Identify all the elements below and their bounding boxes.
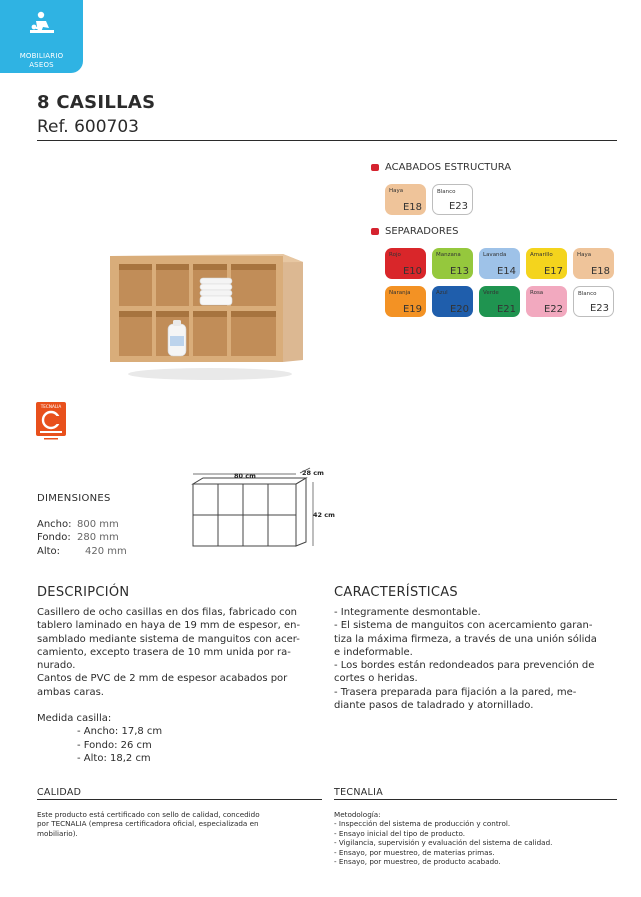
finish-code: E23 [589, 303, 609, 314]
description-line: camiento, excepto trasera de 10 mm unida por ra- [37, 646, 291, 658]
quality-line: por TECNALIA (empresa certificadora oficial, especializada en [37, 819, 259, 829]
structure-finishes-title: ACABADOS ESTRUCTURA [385, 162, 512, 173]
quality-line: Este producto está certificado con sello de calidad, concedido [37, 810, 260, 819]
finish-code: E10 [402, 266, 422, 277]
finish-swatch [385, 184, 426, 215]
description-line: Casillero de ocho casillas en dos filas, fabricado con [37, 607, 298, 618]
finish-code: E18 [402, 202, 422, 213]
description-line: samblado mediante sistema de manguitos con acer- [37, 633, 300, 645]
finish-swatch [385, 248, 426, 279]
finish-code: E13 [449, 266, 469, 277]
finish-swatch [573, 286, 614, 317]
title-divider [37, 140, 617, 141]
finish-code: E14 [496, 266, 516, 277]
feature-line: e indeformable. [334, 646, 413, 658]
quality-text [37, 810, 322, 838]
features-text [334, 606, 619, 712]
dimensions-table [37, 518, 127, 558]
feature-line: - Los bordes están redondeados para prevención de [334, 660, 595, 672]
finish-code: E22 [543, 304, 563, 315]
finish-name: Rojo [389, 252, 401, 258]
product-reference: Ref. 600703 [37, 117, 139, 137]
quality-title: CALIDAD [37, 787, 82, 798]
tecnalia-line: - Ensayo, por muestreo, de materias primas. [334, 847, 495, 857]
finish-swatch [432, 248, 473, 279]
seal-label: TECNALIA [40, 404, 62, 409]
category-label-1: MOBILIARIO [19, 52, 64, 60]
finish-name: Blanco [578, 291, 597, 297]
dimension-row-height [37, 545, 127, 558]
measure-line: - Alto: 18,2 cm [77, 752, 151, 764]
finish-code: E21 [496, 304, 516, 315]
description-title: DESCRIPCIÓN [37, 585, 130, 600]
dimension-diagram [188, 466, 338, 551]
description-text [37, 606, 322, 765]
finish-code: E20 [449, 304, 469, 315]
measure-title: Medida casilla: [37, 713, 112, 725]
diagram-width-label: 80 cm [234, 472, 256, 480]
dimension-label: Alto: [37, 545, 61, 557]
finish-name: Rosa [530, 290, 544, 296]
tecnalia-line: Metodología: [334, 810, 381, 819]
finish-swatch [479, 286, 520, 317]
finish-swatch [479, 248, 520, 279]
description-line: tablero laminado en haya de 19 mm de espesor, en- [37, 620, 301, 632]
separators-heading [371, 226, 458, 237]
finish-code: E17 [543, 266, 563, 277]
tecnalia-title: TECNALIA [334, 787, 384, 798]
bullet-icon [371, 164, 379, 171]
finish-name: Haya [389, 188, 404, 194]
product-photo [105, 248, 310, 388]
description-line: ambas caras. [37, 686, 104, 698]
dimension-value: 800 mm [77, 519, 119, 530]
quality-line: mobiliario). [37, 828, 78, 838]
finish-name: Lavanda [483, 252, 507, 258]
feature-line: - Trasera preparada para fijación a la pared, me- [334, 686, 577, 698]
finish-swatch [526, 248, 567, 279]
bottle-illustration [168, 320, 186, 356]
feature-line: tiza la máxima firmeza, a través de una unión sólida [334, 633, 597, 645]
category-tab [0, 0, 83, 73]
finish-code: E23 [448, 201, 468, 212]
finish-name: Manzana [436, 252, 461, 258]
measure-line: - Fondo: 26 cm [77, 739, 152, 751]
dimension-row-width [37, 518, 127, 531]
baby-changing-icon [27, 10, 57, 38]
product-title: 8 CASILLAS [37, 92, 156, 113]
structure-finishes-heading [371, 162, 511, 173]
dimension-row-depth [37, 531, 127, 544]
finish-swatch [526, 286, 567, 317]
finish-name: Blanco [437, 189, 456, 195]
finish-name: Naranja [389, 290, 411, 296]
finish-swatch [573, 248, 614, 279]
finish-swatch [432, 184, 473, 215]
dimension-value: 280 mm [77, 532, 119, 544]
tecnalia-seal [36, 402, 66, 442]
towels-illustration [200, 278, 232, 305]
finish-name: Amarillo [530, 252, 553, 258]
tecnalia-line: - Inspección del sistema de producción y control. [334, 819, 511, 829]
category-label-2: ASEOS [29, 61, 54, 69]
feature-line: diante pasos de taladrado y atornillado. [334, 700, 534, 712]
finish-code: E18 [590, 266, 610, 277]
tecnalia-line: - Ensayo, por muestreo, de producto acabado. [334, 857, 501, 867]
tecnalia-text [334, 810, 617, 866]
feature-line: - Integramente desmontable. [334, 607, 481, 618]
finish-name: Haya [577, 252, 592, 258]
finish-name: Verde [483, 290, 499, 296]
finish-swatch [385, 286, 426, 317]
measure-line: - Ancho: 17,8 cm [77, 726, 163, 738]
dimension-value: 420 mm [85, 545, 127, 557]
description-line: nurado. [37, 660, 76, 672]
dimensions-title: DIMENSIONES [37, 493, 111, 504]
finish-swatch [432, 286, 473, 317]
dimension-label: Fondo: [37, 532, 71, 544]
dimension-label: Ancho: [37, 519, 72, 530]
tecnalia-divider [334, 799, 617, 800]
description-line: Cantos de PVC de 2 mm de espesor acabados por [37, 673, 288, 685]
finish-code: E19 [402, 304, 422, 315]
quality-divider [37, 799, 322, 800]
diagram-height-label: 42 cm [313, 511, 335, 519]
features-title: CARACTERÍSTICAS [334, 585, 458, 600]
tecnalia-line: - Ensayo inicial del tipo de producto. [334, 828, 466, 838]
separators-title: SEPARADORES [385, 226, 459, 237]
finish-name: Azul [436, 290, 448, 296]
bullet-icon [371, 228, 379, 235]
feature-line: - El sistema de manguitos con acercamiento garan- [334, 620, 593, 632]
diagram-depth-label: 28 cm [302, 469, 324, 477]
tecnalia-line: - Vigilancia, supervisión y evaluación del sistema de calidad. [334, 838, 553, 848]
feature-line: cortes o heridas. [334, 673, 418, 685]
